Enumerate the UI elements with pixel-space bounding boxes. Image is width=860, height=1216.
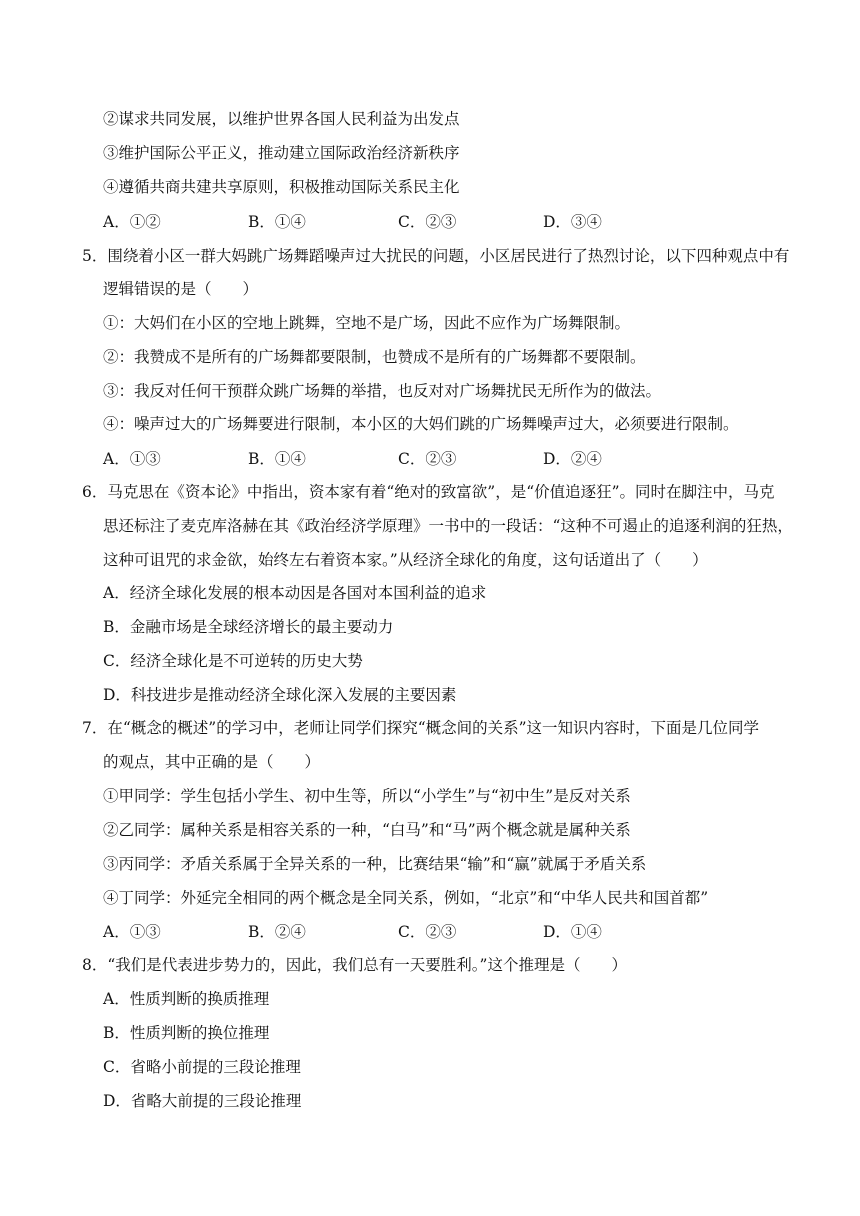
q4-option-a[interactable]: A．①②	[103, 213, 161, 231]
q5-item-2: ②：我赞成不是所有的广场舞都要限制，也赞成不是所有的广场舞都不要限制。	[103, 348, 646, 366]
q6-stem-line-1: 6．马克思在《资本论》中指出，资本家有着“绝对的致富欲”，是“价值追逐狂”。同时在脚注中，马克	[82, 483, 775, 501]
q5-options	[103, 449, 663, 469]
q7-item-2: ②乙同学：属种关系是相容关系的一种，“白马”和“马”两个概念就是属种关系	[103, 821, 631, 839]
q4-option-b[interactable]: B．①④	[248, 213, 306, 231]
q8-option-c[interactable]: C．省略小前提的三段论推理	[103, 1058, 301, 1076]
q6-option-b[interactable]: B．金融市场是全球经济增长的最主要动力	[103, 618, 394, 636]
q4-item-4: ④遵循共商共建共享原则，积极推动国际关系民主化	[103, 178, 460, 196]
q7-option-b[interactable]: B．②④	[248, 923, 306, 941]
q5-item-4: ④：噪声过大的广场舞要进行限制，本小区的大妈们跳的广场舞噪声过大，必须要进行限制。	[103, 415, 739, 433]
q6-stem-line-3: 这种可诅咒的求金欲，始终左右着资本家。”从经济全球化的角度，这句话道出了（ ）	[103, 551, 708, 569]
q8-option-b[interactable]: B．性质判断的换位推理	[103, 1024, 270, 1042]
q7-option-a[interactable]: A．①③	[103, 923, 161, 941]
q7-stem-line-2: 的观点，其中正确的是（ ）	[103, 753, 321, 771]
q7-item-4: ④丁同学：外延完全相同的两个概念是全同关系，例如，“北京”和“中华人民共和国首都”	[103, 889, 709, 907]
q6-option-d[interactable]: D．科技进步是推动经济全球化深入发展的主要因素	[103, 686, 457, 704]
q5-option-d[interactable]: D．②④	[543, 450, 602, 468]
q4-option-d[interactable]: D．③④	[543, 213, 602, 231]
q6-stem-line-2: 思还标注了麦克库洛赫在其《政治经济学原理》一书中的一段话：“这种不可遏止的追逐利润的狂热，	[103, 517, 793, 535]
q4-options	[103, 212, 663, 232]
q4-option-c[interactable]: C．②③	[398, 213, 457, 231]
q7-stem-line-1: 7．在“概念的概述”的学习中，老师让同学们探究“概念间的关系”这一知识内容时，下面是几位同学	[82, 719, 760, 737]
q5-option-a[interactable]: A．①③	[103, 450, 161, 468]
q5-stem-line-1: 5．围绕着小区一群大妈跳广场舞蹈噪声过大扰民的问题，小区居民进行了热烈讨论，以下四种观点中有	[82, 247, 790, 265]
q6-option-c[interactable]: C．经济全球化是不可逆转的历史大势	[103, 652, 363, 670]
q5-option-b[interactable]: B．①④	[248, 450, 306, 468]
q4-item-3: ③维护国际公平正义，推动建立国际政治经济新秩序	[103, 144, 460, 162]
q6-option-a[interactable]: A．经济全球化发展的根本动因是各国对本国利益的追求	[103, 584, 487, 602]
q8-option-d[interactable]: D．省略大前提的三段论推理	[103, 1092, 302, 1110]
q7-item-1: ①甲同学：学生包括小学生、初中生等，所以“小学生”与“初中生”是反对关系	[103, 787, 631, 805]
q5-stem-line-2: 逻辑错误的是（ ）	[103, 280, 259, 298]
q7-option-d[interactable]: D．①④	[543, 923, 602, 941]
q4-item-2: ②谋求共同发展，以维护世界各国人民利益为出发点	[103, 110, 460, 128]
q8-option-a[interactable]: A．性质判断的换质推理	[103, 990, 270, 1008]
q7-option-c[interactable]: C．②③	[398, 923, 457, 941]
q5-item-1: ①：大妈们在小区的空地上跳舞，空地不是广场，因此不应作为广场舞限制。	[103, 314, 631, 332]
q7-options	[103, 922, 663, 942]
q8-stem-line-1: 8．“我们是代表进步势力的，因此，我们总有一天要胜利。”这个推理是（ ）	[82, 956, 627, 974]
q5-option-c[interactable]: C．②③	[398, 450, 457, 468]
q5-item-3: ③：我反对任何干预群众跳广场舞的举措，也反对对广场舞扰民无所作为的做法。	[103, 382, 662, 400]
q7-item-3: ③丙同学：矛盾关系属于全异关系的一种，比赛结果“输”和“赢”就属于矛盾关系	[103, 855, 647, 873]
